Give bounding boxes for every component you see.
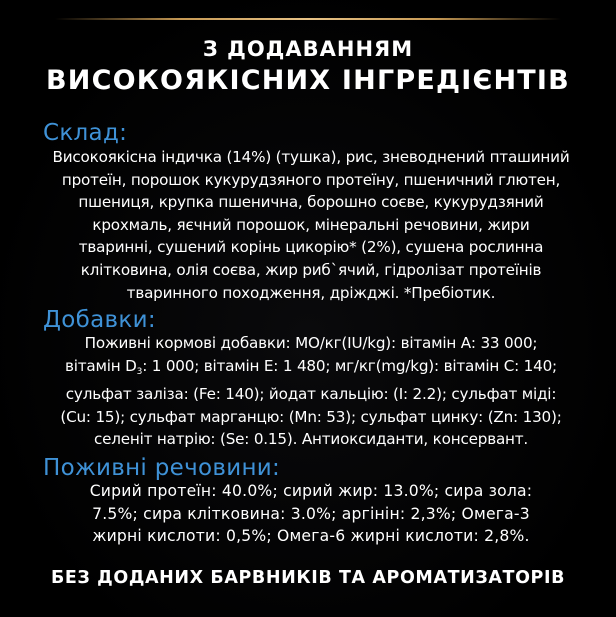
additives-line: (Cu: 15); сульфат марганцю: (Mn: 53); сульфат цинку: (Zn: 130); [60, 407, 562, 426]
additives-line-part: вітамін D [65, 356, 137, 375]
additives-line: Поживні кормові добавки: МО/кг(IU/kg): вітамін А: 33 000; [84, 334, 538, 352]
additives-title: Добавки: [43, 307, 156, 333]
additives-line: селеніт натрію: (Se: 0.15). Антиоксиданти, консервант. [93, 430, 529, 449]
composition-line: тваринного походження, дріжджі. *Пребіотик. [126, 283, 496, 302]
composition-line: Високоякісна індичка (14%) (тушка), рис, зневоднений пташиний [52, 148, 570, 166]
composition-line: крохмаль, яєчний порошок, мінеральні речовини, жири [92, 215, 530, 234]
gold-divider [55, 18, 561, 20]
header-line-1: З ДОДАВАННЯМ [202, 37, 414, 61]
composition-line: клітковина, олія соєва, жир риб`ячий, гідролізат протеїнів [80, 260, 542, 279]
additives-line [42, 355, 580, 384]
additives-line: сульфат заліза: (Fe: 140); йодат кальцію: (I: 2.2); сульфат міді: [65, 385, 557, 404]
composition-title: Склад: [43, 120, 128, 146]
additives-text [42, 332, 580, 451]
nutrients-title: Поживні речовини: [43, 455, 281, 481]
additives-line-part: : 1 000; вітамін Е: 1 480; мг/кг(mg/kg): вітамін С: 140; [142, 356, 557, 375]
nutrients-text [42, 480, 580, 548]
composition-text [42, 146, 580, 304]
nutrients-line: 7.5%; сира клітковина: 3.0%; аргінін: 2,3%; Омега-3 [92, 504, 530, 523]
subscript: 3 [136, 366, 143, 377]
footer-claim: БЕЗ ДОДАНИХ БАРВНИКІВ ТА АРОМАТИЗАТОРІВ [50, 568, 566, 588]
composition-line: тваринні, сушений корінь цикорію* (2%), сушена рослинна [78, 238, 544, 257]
composition-line: пшениця, крупка пшенична, борошно соєве, кукурудзяний [78, 193, 544, 212]
nutrients-line: Сирий протеїн: 40.0%; сирий жир: 13.0%; сира зола: [89, 482, 533, 500]
nutrients-line: жирні кислоти: 0,5%; Омега-6 жирні кислоти: 2,8%. [92, 527, 530, 546]
composition-line: протеїн, порошок кукурудзяного протеїну, пшеничний глютен, [61, 170, 561, 189]
header-line-2: ВИСОКОЯКІСНИХ ІНГРЕДІЄНТІВ [46, 65, 570, 96]
